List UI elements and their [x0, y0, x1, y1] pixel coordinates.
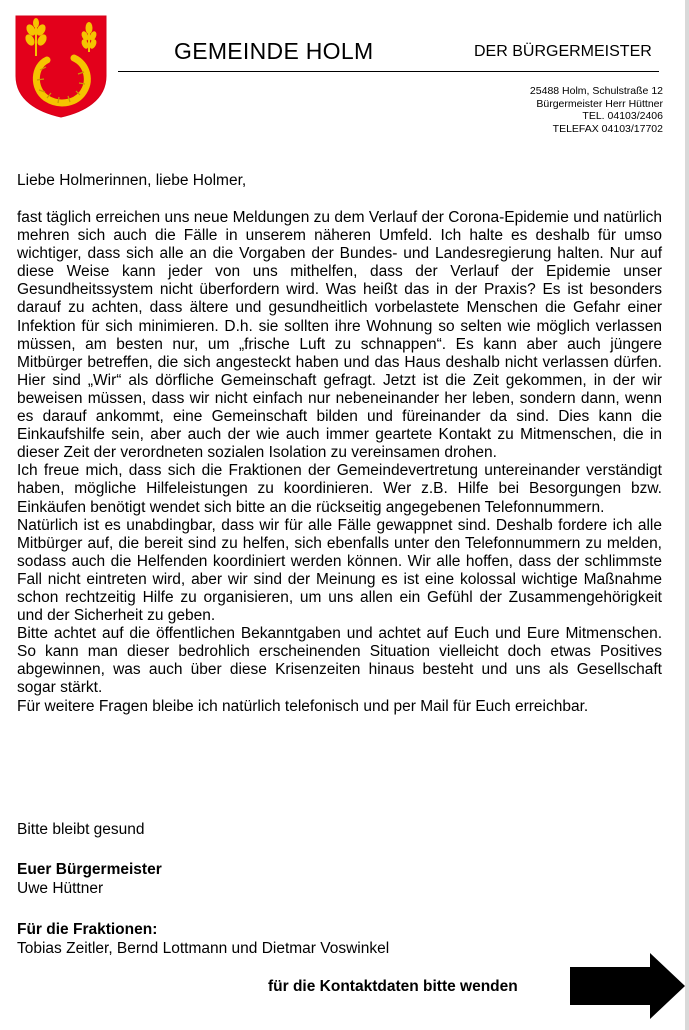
signature-label: Euer Bürgermeister	[17, 861, 162, 878]
letter-paragraph: Bitte achtet auf die öffentlichen Bekanntgaben und achtet auf Euch und Eure Mitmenschen. So kann man dieser bedrohlich erscheinenden Situation vielleicht doch etwas Positives abgewinnen, was auch über diese Krisenzeiten hinaus besteht und uns als Gesellschaft sogar stärkt.	[17, 625, 662, 697]
turn-page-note: für die Kontaktdaten bitte wenden	[268, 978, 518, 995]
factions-names: Tobias Zeitler, Bernd Lottmann und Dietmar Voswinkel	[17, 940, 390, 957]
letter-salutation: Liebe Holmerinnen, liebe Holmer,	[17, 172, 247, 189]
arrow-right-icon	[570, 953, 685, 1019]
coat-of-arms-icon	[14, 14, 108, 118]
organization-name: GEMEINDE HOLM	[174, 38, 374, 64]
letter-paragraph: Ich freue mich, dass sich die Fraktionen der Gemeindevertretung untereinander verständigt haben, mögliche Hilfeleistungen zu koordinieren. Wer z.B. Hilfe bei Besorgungen bzw. Einkäufen benötigt wendet sich bitte an die rückseitig angegebenen Telefonnummern.	[17, 462, 662, 516]
letter-body	[17, 209, 662, 716]
header-divider	[118, 71, 659, 72]
organization-role: DER BÜRGERMEISTER	[474, 43, 652, 60]
letter-paragraph: Für weitere Fragen bleibe ich natürlich telefonisch und per Mail für Euch erreichbar.	[17, 697, 589, 715]
letter-paragraph: fast täglich erreichen uns neue Meldungen zu dem Verlauf der Corona-Epidemie und natürlich mehren sich auch die Fälle in unserem näheren Umfeld. Ich halte es deshalb für umso wichtiger, dass sich alle an die Vorgaben der Bundes- und Landesregierung halten. Nur auf diese Weise kann jeder von uns mithelfen, dass der Verlauf der Epidemie unser Gesundheitssystem nicht überfordern wird. Was heißt das in der Praxis? Es ist besonders darauf zu achten, dass ältere und gesundheitlich vorbelastete Menschen die Gefahr einer Infektion für sich minimieren. D.h. sie sollten ihre Wohnung so selten wie möglich verlassen müssen, am besten nur, um „frische Luft zu schnappen“. Es kann aber auch jüngere Mitbürger betreffen, die sich angesteckt haben und das Haus deshalb nicht verlassen dürfen. Hier sind „Wir“ als dörfliche Gemeinschaft gefragt. Jetzt ist die Zeit gekommen, in der wir beweisen müssen, dass wir nicht einfach nur nebeneinander her leben, sondern dann, wenn es darauf ankommt, eine Gemeinschaft bilden und füreinander da sind. Dies kann die Einkaufshilfe sein, aber auch der wie auch immer geartete Kontakt zu Mitmenschen, die in dieser Zeit der verordneten sozialen Isolation zu vereinsamen drohen.	[17, 209, 662, 462]
address-line: TELEFAX 04103/17702	[552, 122, 663, 135]
address-line: Bürgermeister Herr Hüttner	[536, 97, 663, 110]
factions-label: Für die Fraktionen:	[17, 921, 158, 938]
letter-closing: Bitte bleibt gesund	[17, 821, 145, 838]
address-line: 25488 Holm, Schulstraße 12	[529, 85, 663, 97]
signature-block	[17, 860, 162, 898]
factions-block	[17, 920, 389, 958]
letter-paragraph: Natürlich ist es unabdingbar, dass wir für alle Fälle gewappnet sind. Deshalb fordere ich alle Mitbürger auf, die bereit sind zu helfen, sich ebenfalls unter den Telefonnummern zu melden, sodass auch die Helfenden koordiniert werden können. Wir alle hoffen, dass der schlimmste Fall nicht eintreten wird, aber wir sind der Meinung es ist eine kolossal wichtige Maßnahme schon rechtzeitig Hilfe zu organisieren, um uns allen ein Gefühl der Zusammengehörigkeit und der Sicherheit zu geben.	[17, 516, 662, 625]
page-edge	[685, 0, 689, 1030]
address-block	[403, 85, 663, 135]
address-line: TEL. 04103/2406	[582, 110, 663, 122]
signature-name: Uwe Hüttner	[17, 880, 104, 897]
